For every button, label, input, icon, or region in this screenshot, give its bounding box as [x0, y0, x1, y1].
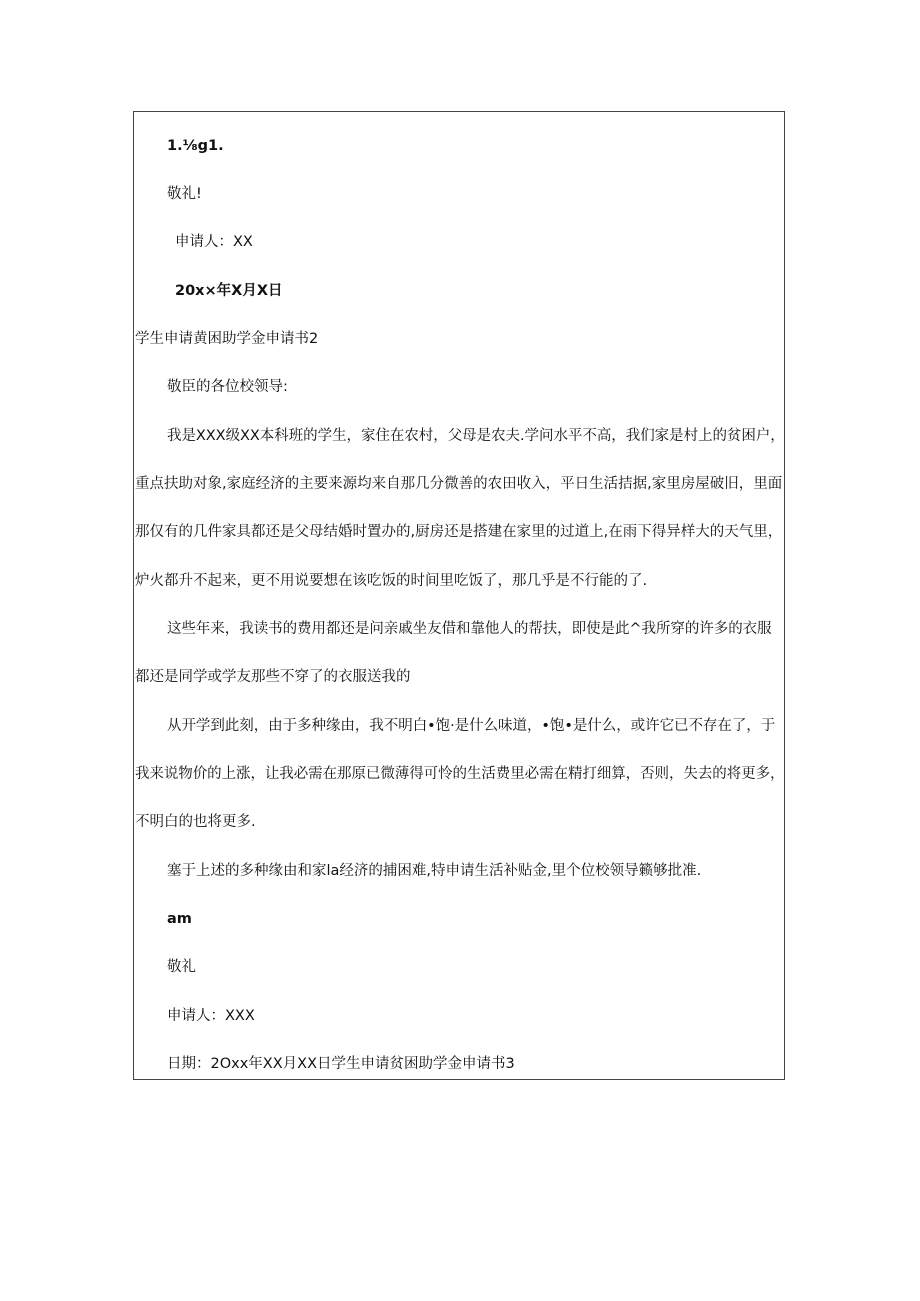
paragraph-3-line-2: 我来说物价的上涨，让我必需在那原已微薄得可怜的生活费里必需在精打细算，否则，失去的将更多，: [135, 766, 785, 782]
paragraph-1-line-4: 炉火都升不起来，更不用说要想在该吃饭的时间里吃饭了，那几乎是不行能的了.: [135, 573, 648, 589]
paragraph-3-line-3: 不明白的也将更多.: [135, 814, 256, 830]
paragraph-1-line-3: 那仅有的几件家具都还是父母结婚时置办的,厨房还是搭建在家里的过道上,在雨下得异样大的天气里，: [135, 524, 783, 540]
document-frame: [133, 111, 785, 1080]
paragraph-1-line-1: 我是XXX级XX本科班的学生，家住在农村，父母是农夫.学问水平不高，我们家是村上的贫困户，: [167, 428, 785, 444]
closing-salutation: 敬礼: [167, 959, 196, 975]
applicant-line: 申请人：XX: [175, 234, 253, 250]
paragraph-2-line-1: 这些年来，我读书的费用都还是问亲戚坐友借和靠他人的帮扶，即使是此^我所穿的许多的衣服: [167, 621, 772, 637]
paragraph-1-line-2: 重点扶助对象,家庭经济的主要来源均来自那几分微善的农田收入，平日生活拮据,家里房屋破旧，里面: [135, 476, 783, 492]
greeting-line: 敬臣的各位校领导:: [167, 379, 288, 395]
date-line: 20x×年X月X日: [175, 283, 283, 299]
paragraph-4-line-1: 塞于上述的多种缘由和家la经济的捕困难,特申请生活补贴金,里个位校领导籁够批准.: [167, 863, 702, 879]
paragraph-2-line-2: 都还是同学或学友那些不穿了的衣服送我的: [135, 669, 411, 685]
applicant-line-2: 申请人：XXX: [167, 1008, 255, 1024]
paragraph-3-line-1: 从开学到此刻，由于多种缘由，我不明白•饱·是什么味道，•饱•是什么，或许它已不存在了，于: [167, 718, 776, 734]
salutation-line: 敬礼!: [167, 186, 202, 202]
fragment-line: 1.⅛g1.: [167, 138, 224, 154]
letter-title: 学生申请黄困助学金申请书2: [135, 331, 319, 347]
date-line-2: 日期：2Oxx年XX月XX日学生申请贫困助学金申请书3: [167, 1056, 515, 1072]
fragment-line-2: am: [167, 911, 192, 927]
